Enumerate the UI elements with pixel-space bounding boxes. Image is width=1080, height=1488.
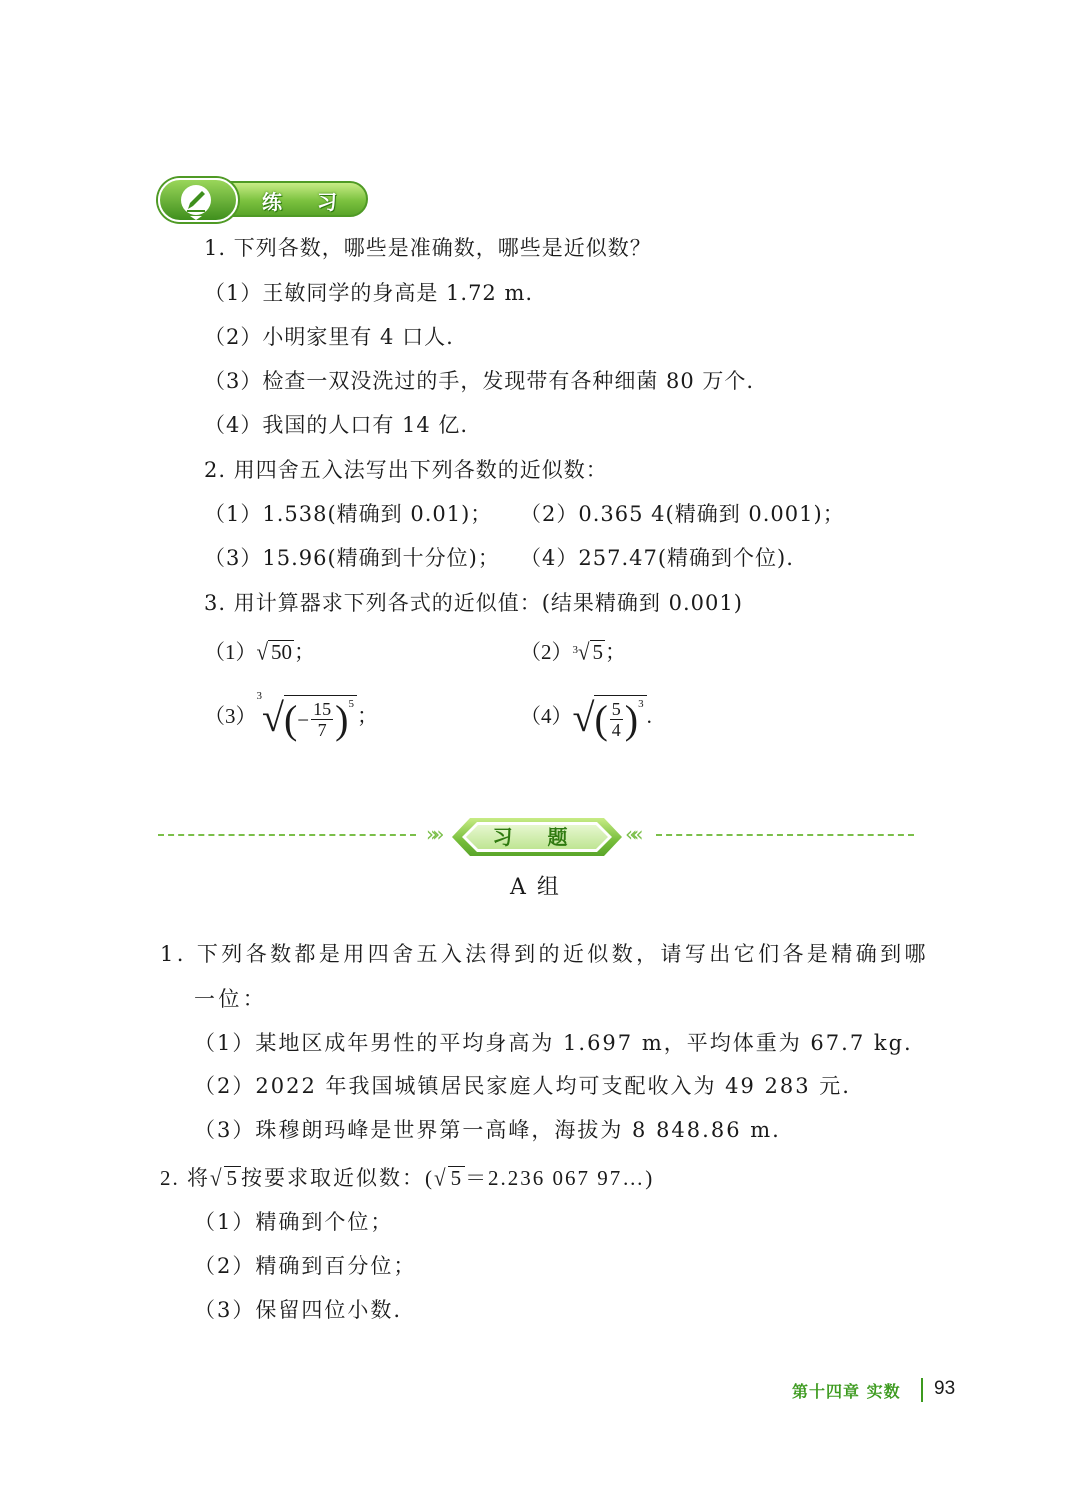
page-number: 93 (934, 1378, 956, 1399)
exercise-q1-item-1: （1）某地区成年男性的平均身高为 1.697 m，平均体重为 67.7 kg. (194, 1031, 913, 1055)
divider-left (158, 834, 416, 836)
radicand: 5 (590, 640, 606, 663)
denominator: 7 (317, 720, 327, 741)
practice-q3-stem: 3. 用计算器求下列各式的近似值：(结果精确到 0.001) (204, 591, 743, 615)
radical-sign: √ (262, 695, 284, 741)
sqrt-sign: √ (210, 1164, 224, 1192)
sqrt5-value: ＝2.236 067 97…) (465, 1166, 655, 1190)
minus-sign: − (297, 707, 310, 732)
practice-q3-item-1 (204, 638, 315, 666)
item-label: （2） (520, 640, 573, 664)
item-end: ； (294, 640, 316, 664)
practice-q2-item-3: （3）15.96(精确到十分位)； (204, 546, 500, 570)
exponent: 3 (638, 697, 644, 710)
stem-prefix: 2. 将 (160, 1166, 210, 1190)
exercise-q2-stem (160, 1164, 654, 1192)
left-paren: ( (283, 696, 298, 742)
practice-banner (158, 178, 370, 224)
pencil-icon (160, 180, 236, 220)
cbrt-sign: √ (578, 638, 590, 666)
left-paren: ( (594, 696, 608, 742)
exercise-q2-item-2: （2）精确到百分位； (194, 1254, 417, 1278)
item-label: （4） (520, 704, 573, 728)
exercise-q1-item-2: （2）2022 年我国城镇居民家庭人均可支配收入为 49 283 元. (194, 1074, 851, 1098)
chevron-left-icon: «« (625, 822, 638, 846)
right-paren: ) (335, 696, 349, 742)
root-index: 3 (256, 690, 262, 702)
radicand: 5 (448, 1166, 466, 1189)
practice-q3-item-3 (204, 684, 378, 748)
exercise-q1-stem-cont: 一位： (194, 987, 268, 1011)
radicand: 5 (224, 1166, 242, 1189)
practice-q2-stem: 2. 用四舍五入法写出下列各数的近似数： (204, 458, 608, 482)
radical-sign: √ (572, 695, 595, 741)
root-index: 3 (572, 644, 578, 656)
radicand-group (284, 695, 357, 742)
practice-q1-item-1: （1）王敏同学的身高是 1.72 m. (204, 281, 534, 305)
practice-q1-item-2: （2）小明家里有 4 口人. (204, 325, 454, 349)
practice-banner-badge (158, 178, 238, 222)
exercise-q2-item-1: （1）精确到个位； (194, 1210, 394, 1234)
practice-q2-item-2: （2）0.365 4(精确到 0.001)； (520, 502, 845, 526)
exercise-q2-item-3: （3）保留四位小数. (194, 1298, 403, 1322)
footer-separator (921, 1378, 923, 1402)
footer-chapter: 第十四章 实数 (792, 1382, 901, 1401)
right-paren: ) (624, 696, 639, 742)
radicand: 50 (268, 640, 294, 663)
chevron-right-icon: »» (426, 822, 439, 846)
item-label: （3） (204, 704, 257, 728)
practice-q1-stem: 1. 下列各数，哪些是准确数，哪些是近似数？ (204, 236, 652, 260)
numerator: 15 (313, 699, 332, 720)
fraction (610, 699, 623, 740)
practice-title: 练 习 (262, 190, 351, 214)
item-end: ； (605, 640, 627, 664)
stem-middle: 按要求取近似数：( (241, 1166, 435, 1190)
exponent: 5 (348, 697, 354, 710)
exercise-q1-item-3: （3）珠穆朗玛峰是世界第一高峰，海拔为 8 848.86 m. (194, 1118, 781, 1142)
numerator: 5 (611, 699, 621, 720)
exercise-title: 习 题 (492, 825, 582, 849)
practice-q3-item-2 (520, 638, 626, 666)
practice-q2-item-4: （4）257.47(精确到个位). (520, 546, 794, 570)
practice-q1-item-4: （4）我国的人口有 14 亿. (204, 413, 469, 437)
divider-right (656, 834, 914, 836)
practice-q1-item-3: （3）检查一双没洗过的手，发现带有各种细菌 80 万个. (204, 369, 755, 393)
denominator: 4 (611, 720, 621, 741)
sqrt-sign: √ (434, 1164, 448, 1192)
practice-q2-item-1: （1）1.538(精确到 0.01)； (204, 502, 493, 526)
item-end: . (646, 704, 652, 728)
radicand-group (594, 695, 646, 742)
item-label: （1） (204, 640, 257, 664)
exercise-q1-stem: 1. 下列各数都是用四舍五入法得到的近似数，请写出它们各是精确到哪 (160, 942, 929, 966)
sqrt-sign: √ (256, 638, 269, 666)
item-end: ； (356, 704, 378, 728)
practice-q3-item-4 (520, 684, 652, 748)
fraction (311, 699, 333, 740)
group-heading: A 组 (510, 875, 561, 900)
